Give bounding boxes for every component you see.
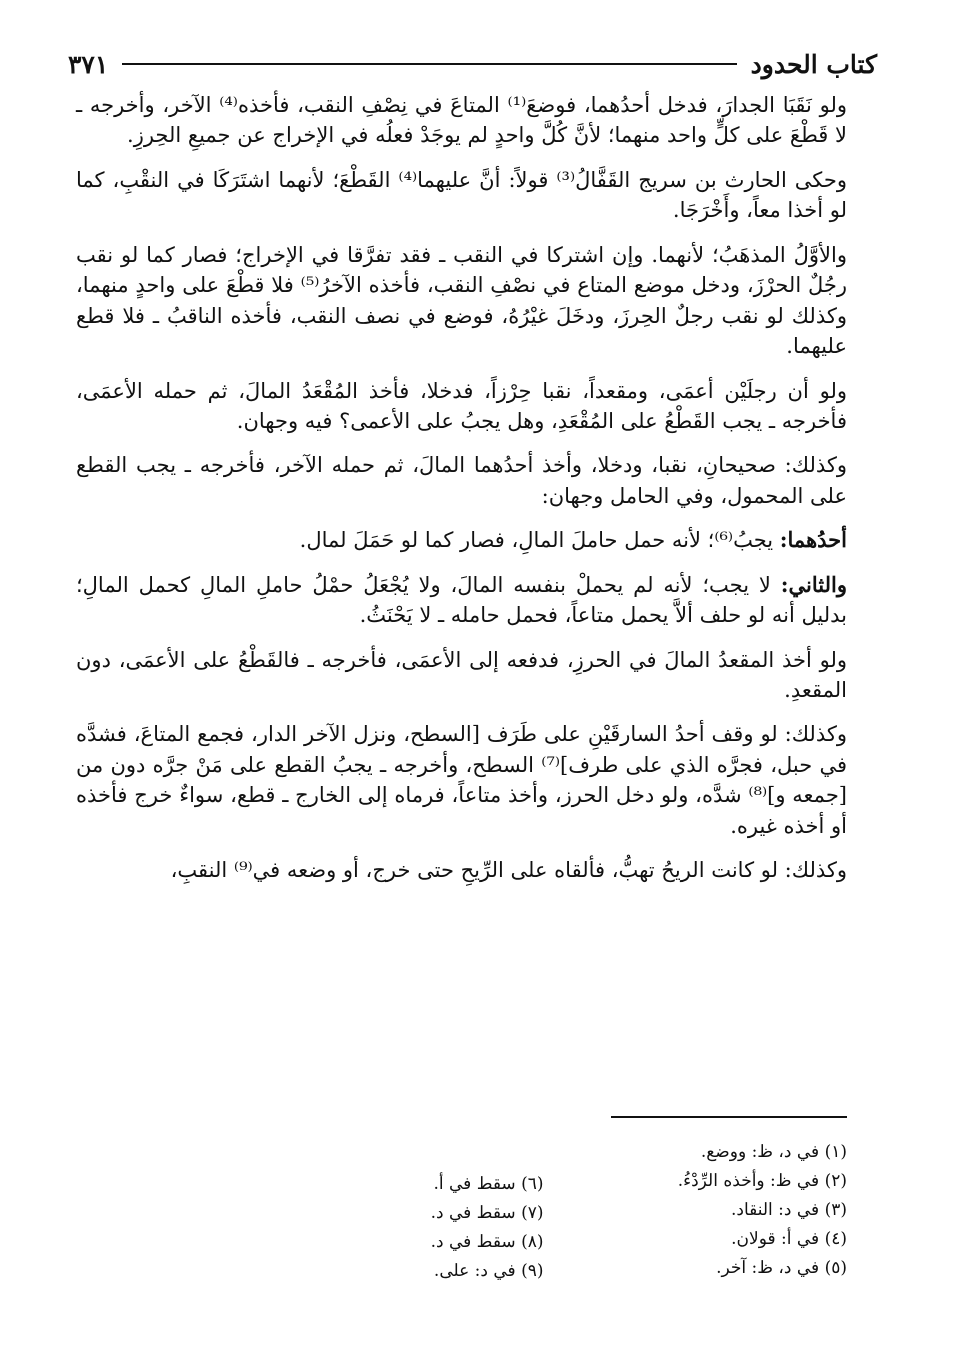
paragraph [76,845,847,885]
footnotes-column-left [280,1170,544,1286]
paragraph [76,515,847,555]
paragraph-text: لا يجب؛ لأنه لم يحملْ بنفسه المالَ، ولا يُجْعَلُ حمْلُ حاملِ المالِ كحمل المالِ؛ بدليل أنه لو حلف ألاَّ يحمل متاعاً، فحمل حامله ـ لا يَحْنَثُ. [76,572,847,628]
paragraph-text: ولو أخذ المقعدُ المالَ في الحرزِ، فدفعه إلى الأعمَى، فأخرجه ـ فالقَطْعُ على الأعمَى، دون المقعدِ. [76,647,847,702]
footnote: (١) في د، ظ: ووضع. [700,1142,847,1162]
paragraph [76,635,847,706]
paragraph [76,366,847,437]
paragraph-text: وكذلك: صحيحانِ، نقبا، ودخلا، وأخذ أحدُهما المالَ، ثم حمله الآخر، فأخرجه ـ يجب القطع على المحمول، وفي الحامل وجهان: [76,453,847,508]
footnote: (٤) في أ: قولان. [731,1228,847,1249]
paragraph-lead: والثاني: [780,571,847,597]
footnote: (٦) سقط في أ. [433,1174,544,1194]
main-text [76,90,847,890]
footnote: (٢) في ظ: وأخذه الرِّدْءُ. [677,1170,847,1191]
footnote: (٣) في د: النقاد. [730,1199,847,1220]
paragraph [76,709,847,841]
header-rule [122,63,736,65]
footnote-separator [611,1116,847,1118]
paragraph [76,155,847,226]
footnotes [280,1138,847,1286]
paragraph [76,560,847,631]
paragraph-lead: أحدُهما: [779,527,847,553]
chapter-title: كتاب الحدود [750,49,877,79]
paragraph-text: ولو أن رجلَيْن أعمَى، ومقعداً، نقبا حِرْزاً، فدخلا، فأخذ المُقْعَدُ المالَ، ثم حمله الأعمَى، فأخرجه ـ يجب القَطْعُ على المُقْعَدِ، وهل يجبُ على الأعمى؟ فيه وجهان. [76,378,847,433]
paragraph-text: وكذلك: لو كانت الريحُ تهبُّ، فألقاه على الرِّيحِ حتى خرج، أو وضعه في⁽⁹⁾ النقبِ، [170,858,847,883]
paragraph-text: وكذلك: لو وقف أحدُ السارقَيْنِ على طَرَف [السطح، ونزل الآخر الدار، فجمع المتاعَ، فشدَّه في حبل، فجرَّه الذي على طرف]⁽⁷⁾ السطح، وأخرجه ـ يجبُ القطع على مَنْ جرَّه دون من [جمعه و]⁽⁸⁾ شدَّه، ولو دخل الحرز، وأخذ متاعاً، فرماه إلى الخارج ـ قطع، سواءٌ خرج فأخذه أو أخذه غيره. [76,722,847,838]
footnote: (٥) في د، ظ: آخر. [716,1257,847,1278]
footnotes-column-right [584,1138,848,1286]
footnote: (٧) سقط في د. [430,1202,544,1223]
paragraph-text: ولو نَقَبَا الجدارَ، فدخل أحدُهما، فوضعَ⁽¹⁾ المتاعَ في نِصْفِ النقب، فأخذه⁽⁴⁾ الآخر، وأخرجه ـ لا قَطْعَ على كلٍّ واحد منهما؛ لأنَّ كُلَّ واحدٍ لم يوجَدْ فعلُه في الإخراج عن جميعِ الحِرزِ. [76,93,847,148]
page-header [68,44,877,84]
paragraph [76,230,847,362]
paragraph-text: وحكى الحارث بن سريج القَفَّالُ⁽³⁾ قولاً: أنَّ عليهما⁽⁴⁾ القَطْعَ؛ لأنهما اشتَرَكَا في النقْبِ، كما لو أخذا معاً، وأَخْرَجَا. [76,167,848,223]
paragraph-text: والأوَّلُ المذهَبُ؛ لأنهما. وإن اشتركا في النقب ـ فقد تفرَّقا في الإخراج؛ فصار كما لو نقب رجُلٌ الحرْزَ، ودخل موضع المتاع في نصْفِ النقب، فأخذه الآخرُ⁽⁵⁾ فلا قطْعَ على واحدٍ منهما، وكذلك لو نقب رجلٌ الحِرزَ، ودخَلَ غيْرُهُ، فوضع في نصف النقب، فأخذه الناقبُ ـ فلا قطع عليهما. [76,242,847,359]
paragraph [76,440,847,511]
paragraph [76,90,847,151]
page-number: ٣٧١ [68,49,109,79]
footnote: (٨) سقط في د. [430,1231,544,1252]
paragraph-text: يجبُ⁽⁶⁾؛ لأنه حمل حاملَ المالِ، فصار كما لو حَمَلَ لمال. [299,528,780,553]
footnote: (٩) في د: على. [433,1260,544,1281]
